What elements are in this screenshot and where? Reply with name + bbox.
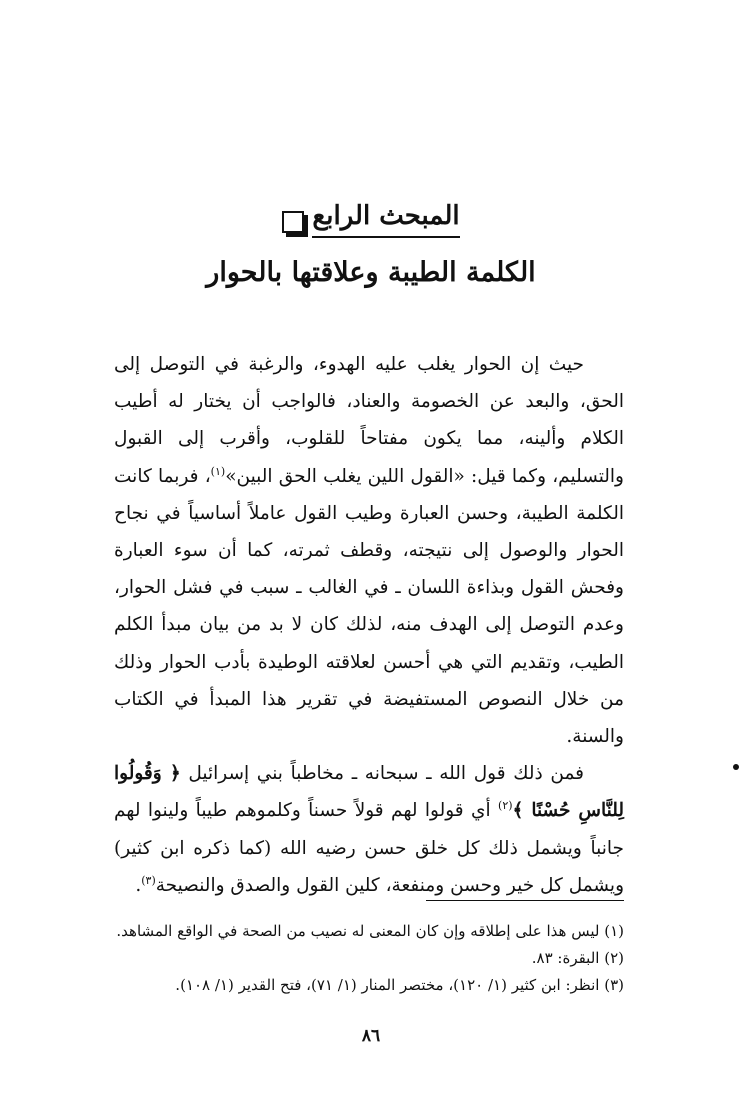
paragraph-2-text-c: . [135, 874, 142, 896]
square-bullet-icon [282, 211, 304, 233]
paragraph-2-text-b: أي قولوا لهم قولاً حسناً وكلموهم طيباً ولينوا لهم جانباً ويشمل ذلك كل خلق حسن رضيه الله (كما ذكره ابن كثير) ويشمل كل خير وحسن ومنفعة، كلين القول والصدق والنصيحة [114, 800, 624, 896]
paragraph-2-text-a: فمن ذلك قول الله ـ سبحانه ـ مخاطباً بني إسرائيل [180, 763, 584, 785]
footnote-divider [426, 900, 624, 901]
footnotes [64, 918, 624, 999]
section-title: الكلمة الطيبة وعلاقتها بالحوار [206, 257, 536, 288]
paragraph-1-text-b: ، فربما كانت الكلمة الطيبة، وحسن العبارة وطيب القول عاملاً أساسياً في نجاح الحوار والوصول إلى نتيجته، وقطف ثمرته، كما أن سوء العبارة وفحش القول وبذاءة اللسان ـ في الغالب ـ سبب في فشل الحوار، وعدم التوصل إلى الهدف منه، لذلك كان لا بد من بيان مبدأ الكلم الطيب، وتقديم التي هي أحسن لعلاقته الوطيدة بأدب الحوار وذلك من خلال النصوص المستفيضة في تقرير هذا المبدأ في الكتاب والسنة. [114, 465, 624, 748]
footnote-ref-1: (١) [210, 464, 226, 478]
footnote-3: (٣) انظر: ابن كثير (١/ ١٢٠)، مختصر المنار (١/ ٧١)، فتح القدير (١/ ١٠٨). [175, 976, 624, 994]
footnote-2: (٢) البقرة: ٨٣. [531, 949, 624, 967]
scan-mark-dot [733, 764, 739, 770]
footnote-1: (١) ليس هذا على إطلاقه وإن كان المعنى له نصيب من الصحة في الواقع المشاهد. [116, 922, 624, 940]
paragraph-1-text-a: حيث إن الحوار يغلب عليه الهدوء، والرغبة في التوصل إلى الحق، والبعد عن الخصومة والعناد، فالواجب أن يختار له أطيب الكلام وألينه، مما يكون مفتاحاً للقلوب، وأقرب إلى القبول والتسليم، وكما قيل: «القول اللين يغلب الحق البين» [114, 354, 624, 487]
footnote-ref-2: (٢) [498, 799, 513, 813]
body-text [114, 346, 624, 904]
paragraph-2 [114, 755, 624, 904]
page-number: ٨٦ [361, 1026, 381, 1046]
footnote-ref-3: (٣) [141, 873, 156, 887]
quran-verse: ﴿ وَقُولُوا لِلنَّاسِ حُسْنًا ﴾ [114, 763, 624, 822]
chapter-title: المبحث الرابع [312, 196, 459, 238]
paragraph-1 [114, 346, 624, 755]
chapter-heading [0, 196, 742, 238]
